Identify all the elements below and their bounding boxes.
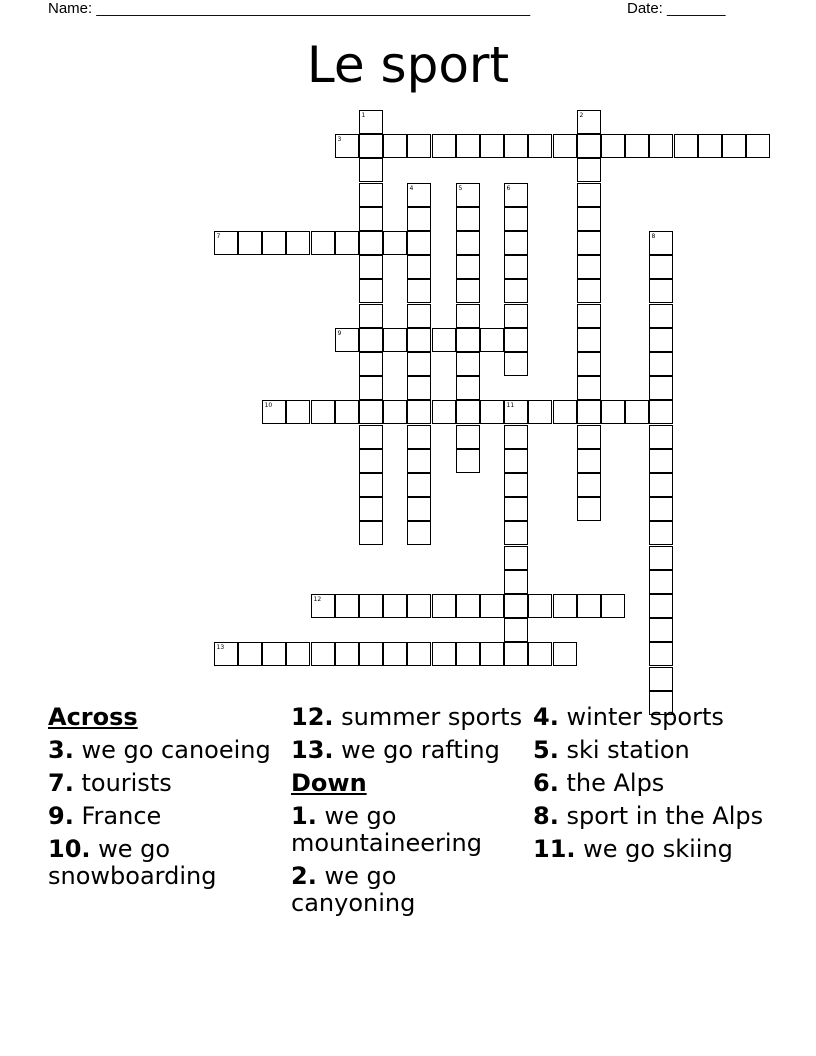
clue-number: 3. (48, 736, 74, 764)
cell-number: 11 (506, 401, 515, 409)
crossword-cell[interactable] (528, 400, 552, 424)
crossword-cell[interactable] (335, 134, 359, 158)
cell-number: 12 (313, 595, 322, 603)
crossword-cell[interactable] (601, 594, 625, 618)
crossword-cell[interactable] (577, 207, 601, 231)
crossword-cell[interactable] (577, 425, 601, 449)
crossword-cell[interactable] (407, 473, 431, 497)
crossword-cell[interactable] (649, 642, 673, 666)
crossword-cell[interactable] (456, 328, 480, 352)
across-clue-9 (48, 803, 283, 830)
clue-text: tourists (81, 769, 172, 797)
crossword-cell[interactable] (359, 279, 383, 303)
crossword-cell[interactable] (649, 376, 673, 400)
crossword-cell[interactable] (504, 134, 528, 158)
crossword-cell[interactable] (407, 449, 431, 473)
crossword-cell[interactable] (335, 642, 359, 666)
crossword-cell[interactable] (674, 134, 698, 158)
crossword-cell[interactable] (407, 279, 431, 303)
cell-number: 6 (506, 184, 511, 192)
crossword-cell[interactable] (504, 449, 528, 473)
clue-column-2 (291, 704, 526, 923)
crossword-cell[interactable] (649, 279, 673, 303)
crossword-cell[interactable] (504, 207, 528, 231)
crossword-cell[interactable] (262, 642, 286, 666)
crossword-cell[interactable] (407, 304, 431, 328)
crossword-cell[interactable] (383, 642, 407, 666)
crossword-cell[interactable] (359, 231, 383, 255)
crossword-cell[interactable] (359, 594, 383, 618)
down-clue-2 (291, 863, 526, 917)
crossword-cell[interactable] (359, 207, 383, 231)
crossword-cell[interactable] (456, 207, 480, 231)
crossword-cell[interactable] (577, 158, 601, 182)
crossword-cell[interactable] (649, 328, 673, 352)
down-heading: Down (291, 769, 367, 797)
cell-number: 10 (264, 401, 273, 409)
clue-number: 2. (291, 862, 317, 890)
cell-number: 13 (216, 643, 225, 651)
crossword-cell[interactable] (407, 594, 431, 618)
crossword-cell[interactable] (649, 473, 673, 497)
crossword-cell[interactable] (625, 134, 649, 158)
crossword-cell[interactable] (359, 642, 383, 666)
clue-number: 5. (533, 736, 559, 764)
crossword-cell[interactable] (432, 642, 456, 666)
page-title: Le sport (306, 36, 510, 94)
down-clue-11 (533, 836, 773, 863)
crossword-cell[interactable] (577, 134, 601, 158)
clue-text: we go canyoning (291, 862, 416, 917)
crossword-cell[interactable] (238, 231, 262, 255)
crossword-cell[interactable] (577, 594, 601, 618)
crossword-cell[interactable] (335, 328, 359, 352)
clue-number: 4. (533, 703, 559, 731)
crossword-cell[interactable] (577, 352, 601, 376)
crossword-cell[interactable] (577, 304, 601, 328)
crossword-cell[interactable] (504, 546, 528, 570)
clue-text: France (81, 802, 162, 830)
clue-number: 12. (291, 703, 334, 731)
cell-number: 9 (337, 329, 342, 337)
crossword-cell[interactable] (335, 400, 359, 424)
clue-column-3 (533, 704, 773, 869)
crossword-cell[interactable] (649, 570, 673, 594)
crossword-cell[interactable] (504, 255, 528, 279)
down-clue-8 (533, 803, 773, 830)
crossword-cell[interactable] (432, 328, 456, 352)
crossword-cell[interactable] (407, 376, 431, 400)
crossword-cell[interactable] (359, 134, 383, 158)
crossword-cell[interactable] (577, 279, 601, 303)
crossword-cell[interactable] (480, 594, 504, 618)
crossword-cell[interactable] (577, 497, 601, 521)
crossword-cell[interactable] (359, 521, 383, 545)
crossword-cell[interactable] (407, 255, 431, 279)
crossword-cell[interactable] (577, 449, 601, 473)
crossword-cell[interactable] (504, 497, 528, 521)
crossword-cell[interactable] (577, 473, 601, 497)
crossword-cell[interactable] (383, 400, 407, 424)
clue-text: we go mountaineering (291, 802, 482, 857)
across-clue-13 (291, 737, 526, 764)
crossword-cell[interactable] (649, 400, 673, 424)
crossword-cell[interactable] (214, 231, 238, 255)
across-heading: Across (48, 703, 138, 731)
crossword-cell[interactable] (432, 400, 456, 424)
crossword-cell[interactable] (649, 667, 673, 691)
crossword-cell[interactable] (383, 328, 407, 352)
crossword-cell[interactable] (359, 255, 383, 279)
crossword-cell[interactable] (456, 134, 480, 158)
crossword-cell[interactable] (528, 134, 552, 158)
crossword-cell[interactable] (577, 231, 601, 255)
crossword-cell[interactable] (286, 231, 310, 255)
crossword-cell[interactable] (432, 594, 456, 618)
clue-text: winter sports (566, 703, 724, 731)
clue-text: we go skiing (583, 835, 733, 863)
clue-number: 9. (48, 802, 74, 830)
crossword-cell[interactable] (577, 328, 601, 352)
crossword-cell[interactable] (359, 473, 383, 497)
clue-column-1 (48, 704, 283, 896)
crossword-cell[interactable] (649, 352, 673, 376)
crossword-cell[interactable] (528, 642, 552, 666)
crossword-cell[interactable] (407, 400, 431, 424)
crossword-cell[interactable] (480, 400, 504, 424)
crossword-cell[interactable] (504, 618, 528, 642)
down-clue-6 (533, 770, 773, 797)
crossword-cell[interactable] (359, 449, 383, 473)
clue-number: 7. (48, 769, 74, 797)
clue-number: 10. (48, 835, 91, 863)
crossword-cell[interactable] (262, 400, 286, 424)
clue-number: 8. (533, 802, 559, 830)
crossword-cell[interactable] (504, 642, 528, 666)
crossword-cell[interactable] (456, 352, 480, 376)
crossword-cell[interactable] (359, 425, 383, 449)
crossword-cell[interactable] (456, 642, 480, 666)
crossword-cell[interactable] (577, 183, 601, 207)
crossword-cell[interactable] (407, 521, 431, 545)
crossword-cell[interactable] (504, 279, 528, 303)
crossword-cell[interactable] (553, 642, 577, 666)
crossword-cell[interactable] (553, 400, 577, 424)
clue-number: 6. (533, 769, 559, 797)
crossword-cell[interactable] (456, 594, 480, 618)
crossword-cell[interactable] (649, 594, 673, 618)
clue-text: the Alps (566, 769, 665, 797)
across-clue-10 (48, 836, 283, 890)
crossword-cell[interactable] (601, 134, 625, 158)
clue-text: summer sports (341, 703, 523, 731)
crossword-cell[interactable] (432, 134, 456, 158)
crossword-cell[interactable] (456, 376, 480, 400)
crossword-cell[interactable] (504, 183, 528, 207)
crossword-cell[interactable] (286, 400, 310, 424)
crossword-cell[interactable] (528, 594, 552, 618)
crossword-cell[interactable] (625, 400, 649, 424)
crossword-cell[interactable] (480, 642, 504, 666)
cell-number: 7 (216, 232, 221, 240)
cell-number: 5 (458, 184, 463, 192)
cell-number: 2 (579, 111, 584, 119)
crossword-cell[interactable] (504, 473, 528, 497)
crossword-cell[interactable] (649, 255, 673, 279)
crossword-cell[interactable] (238, 642, 262, 666)
crossword-cell[interactable] (504, 521, 528, 545)
crossword-cell[interactable] (456, 231, 480, 255)
crossword-cell[interactable] (359, 183, 383, 207)
date-field-label: Date: _______ (627, 0, 726, 17)
crossword-cell[interactable] (577, 376, 601, 400)
cell-number: 1 (361, 111, 366, 119)
crossword-cell[interactable] (649, 304, 673, 328)
crossword-cell[interactable] (649, 231, 673, 255)
crossword-cell[interactable] (383, 594, 407, 618)
crossword-cell[interactable] (649, 521, 673, 545)
crossword-cell[interactable] (407, 425, 431, 449)
crossword-cell[interactable] (383, 134, 407, 158)
clue-text: we go snowboarding (48, 835, 217, 890)
crossword-cell[interactable] (311, 594, 335, 618)
down-clue-4 (533, 704, 773, 731)
crossword-cell[interactable] (456, 304, 480, 328)
clue-number: 1. (291, 802, 317, 830)
crossword-cell[interactable] (553, 134, 577, 158)
crossword-cell[interactable] (407, 231, 431, 255)
crossword-cell[interactable] (311, 400, 335, 424)
crossword-cell[interactable] (359, 158, 383, 182)
crossword-cell[interactable] (407, 497, 431, 521)
crossword-cell[interactable] (504, 328, 528, 352)
crossword-cell[interactable] (577, 255, 601, 279)
crossword-cell[interactable] (553, 594, 577, 618)
crossword-cell[interactable] (456, 183, 480, 207)
crossword-cell[interactable] (649, 618, 673, 642)
crossword-cell[interactable] (480, 134, 504, 158)
down-clue-5 (533, 737, 773, 764)
crossword-cell[interactable] (480, 328, 504, 352)
crossword-cell[interactable] (456, 400, 480, 424)
crossword-cell[interactable] (407, 207, 431, 231)
crossword-cell[interactable] (601, 400, 625, 424)
crossword-cell[interactable] (577, 400, 601, 424)
crossword-cell[interactable] (649, 425, 673, 449)
clue-text: sport in the Alps (566, 802, 764, 830)
across-clue-12 (291, 704, 526, 731)
crossword-cell[interactable] (456, 449, 480, 473)
down-clue-1 (291, 803, 526, 857)
crossword-cell[interactable] (504, 400, 528, 424)
crossword-cell[interactable] (359, 110, 383, 134)
crossword-cell[interactable] (456, 255, 480, 279)
crossword-cell[interactable] (214, 642, 238, 666)
crossword-cell[interactable] (649, 497, 673, 521)
crossword-cell[interactable] (407, 328, 431, 352)
crossword-cell[interactable] (698, 134, 722, 158)
crossword-cell[interactable] (649, 134, 673, 158)
across-clue-3 (48, 737, 283, 764)
clue-text: we go canoeing (81, 736, 271, 764)
clue-number: 13. (291, 736, 334, 764)
crossword-cell[interactable] (383, 231, 407, 255)
crossword-cell[interactable] (504, 570, 528, 594)
crossword-cell[interactable] (311, 231, 335, 255)
crossword-cell[interactable] (359, 352, 383, 376)
crossword-cell[interactable] (722, 134, 746, 158)
cell-number: 3 (337, 135, 342, 143)
crossword-cell[interactable] (311, 642, 335, 666)
crossword-cell[interactable] (359, 400, 383, 424)
crossword-cell[interactable] (504, 425, 528, 449)
clue-number: 11. (533, 835, 576, 863)
crossword-cell[interactable] (577, 110, 601, 134)
crossword-cell[interactable] (504, 304, 528, 328)
crossword-cell[interactable] (359, 304, 383, 328)
crossword-cell[interactable] (286, 642, 310, 666)
crossword-cell[interactable] (649, 546, 673, 570)
crossword-cell[interactable] (504, 231, 528, 255)
crossword-cell[interactable] (262, 231, 286, 255)
crossword-cell[interactable] (456, 425, 480, 449)
name-field-label: Name: ____________________________________________________ (48, 0, 531, 17)
crossword-cell[interactable] (335, 594, 359, 618)
crossword-cell[interactable] (407, 352, 431, 376)
crossword-cell[interactable] (359, 328, 383, 352)
crossword-cell[interactable] (407, 642, 431, 666)
crossword-cell[interactable] (649, 449, 673, 473)
cell-number: 4 (409, 184, 414, 192)
crossword-cell[interactable] (359, 376, 383, 400)
across-clue-7 (48, 770, 283, 797)
crossword-cell[interactable] (407, 183, 431, 207)
cell-number: 8 (651, 232, 656, 240)
crossword-cell[interactable] (504, 594, 528, 618)
clue-text: ski station (566, 736, 690, 764)
clue-text: we go rafting (341, 736, 500, 764)
crossword-cell[interactable] (504, 352, 528, 376)
crossword-cell[interactable] (456, 279, 480, 303)
crossword-cell[interactable] (359, 497, 383, 521)
crossword-cell[interactable] (746, 134, 770, 158)
crossword-cell[interactable] (407, 134, 431, 158)
crossword-cell[interactable] (335, 231, 359, 255)
